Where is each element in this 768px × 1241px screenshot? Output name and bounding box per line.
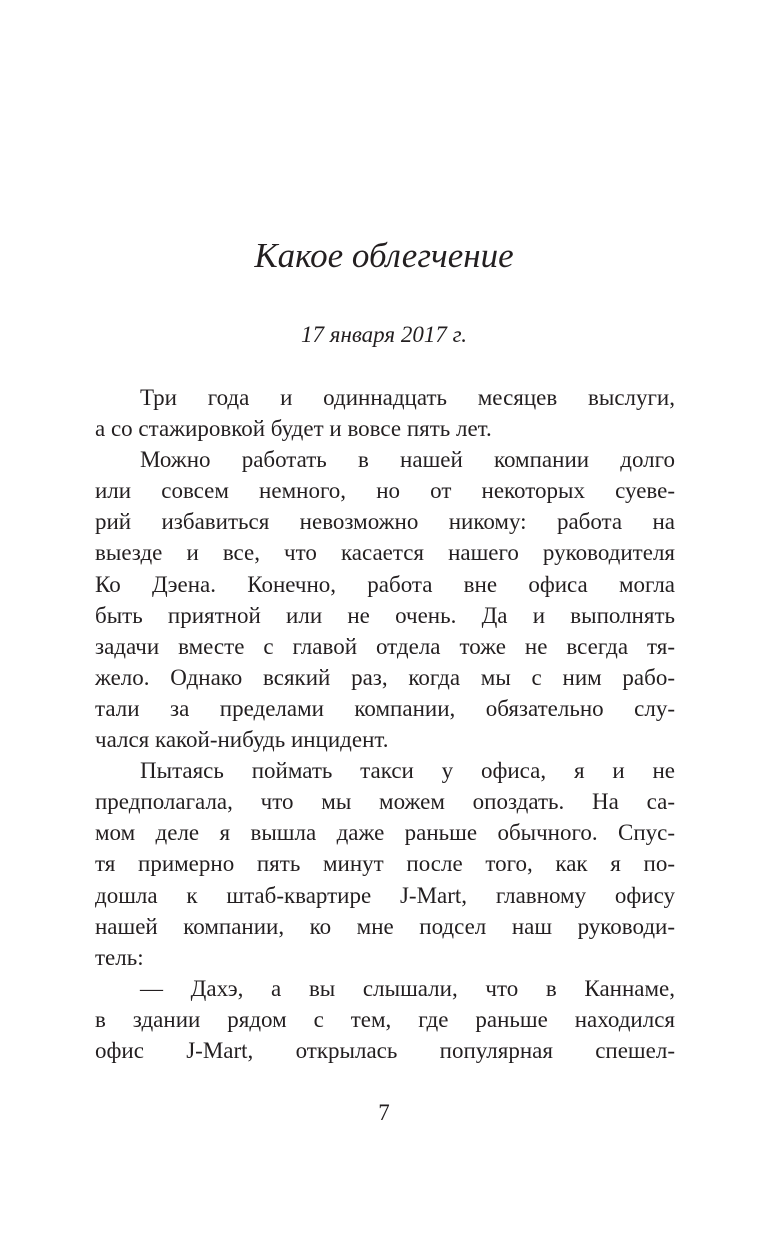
paragraph — [95, 973, 675, 1066]
text-line: офис J-Mart, открылась популярная спешел- — [95, 1037, 675, 1063]
body-text — [95, 382, 675, 1066]
text-line: выезде и все, что касается нашего руководителя — [95, 540, 675, 566]
text-line: а со стажировкой будет и вовсе пять лет. — [95, 416, 492, 442]
paragraph — [95, 755, 675, 973]
text-line: тали за пределами компании, обязательно слу- — [95, 695, 675, 721]
text-line: в здании рядом с тем, где раньше находился — [95, 1006, 675, 1032]
text-line: тя примерно пять минут после того, как я по- — [95, 851, 675, 877]
text-line: жело. Однако всякий раз, когда мы с ним рабо- — [95, 664, 675, 690]
text-line: Ко Дэена. Конечно, работа вне офиса могла — [95, 571, 675, 597]
text-line: рий избавиться невозможно никому: работа на — [95, 509, 675, 535]
text-line: нашей компании, ко мне подсел наш руководи- — [95, 913, 675, 939]
text-line: предполагала, что мы можем опоздать. На са- — [95, 789, 675, 815]
text-line: или совсем немного, но от некоторых суеве- — [95, 478, 675, 504]
text-line: дошла к штаб-квартире J-Mart, главному офису — [95, 882, 675, 908]
text-line: быть приятной или не очень. Да и выполнять — [95, 602, 675, 628]
text-line: — Дахэ, а вы слышали, что в Каннаме, — [140, 975, 675, 1001]
text-line: мом деле я вышла даже раньше обычного. Спус- — [95, 820, 675, 846]
text-line: тель: — [95, 944, 144, 970]
text-line: Три года и одиннадцать месяцев выслуги, — [140, 385, 675, 410]
page-number: 7 — [378, 1100, 390, 1125]
text-line: задачи вместе с главой отдела тоже не всегда тя- — [95, 633, 675, 659]
text-line: чался какой-нибудь инцидент. — [95, 727, 389, 753]
paragraph — [95, 444, 675, 755]
chapter-title: Какое облегчение — [254, 236, 514, 275]
text-line: Пытаясь поймать такси у офиса, я и не — [140, 758, 675, 784]
chapter-date: 17 января 2017 г. — [301, 322, 467, 347]
text-line: Можно работать в нашей компании долго — [140, 447, 675, 473]
paragraph — [95, 382, 675, 444]
